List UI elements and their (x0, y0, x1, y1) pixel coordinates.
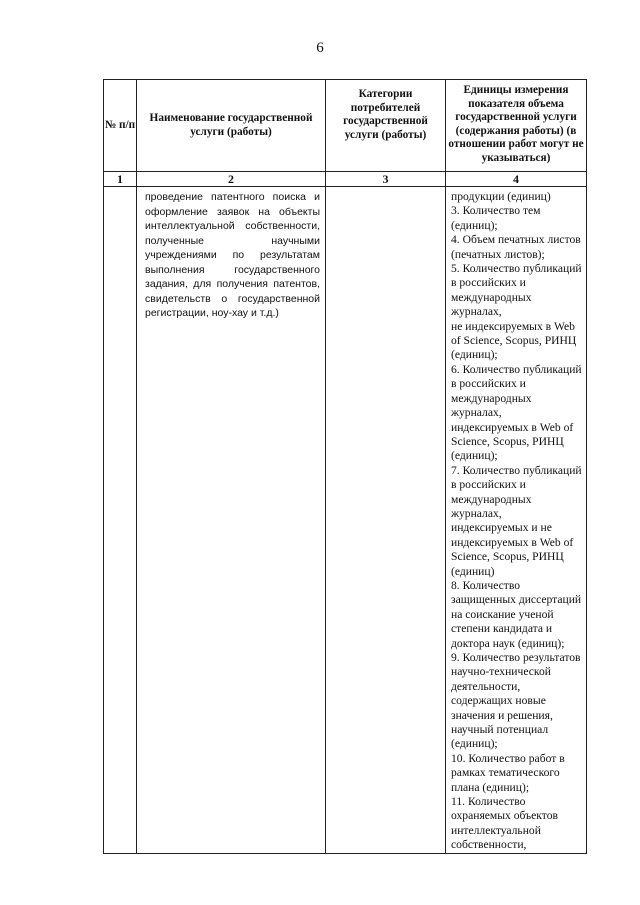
column-number: 3 (326, 172, 446, 187)
units-item: 10. Количество работ в рамках тематического плана (единиц); (451, 751, 565, 794)
row-service-name-cell (137, 187, 326, 854)
table-row (104, 187, 587, 854)
column-number-row (104, 172, 587, 187)
units-item: не индексируемых в Web of Science, Scopus, РИНЦ (единиц); (451, 319, 577, 362)
units-list (446, 187, 586, 853)
units-item: 7. Количество публикаций в российских и международных журналах, индексируемых и не индексируемых в Web of Science, Scopus, РИНЦ (единиц) (451, 463, 582, 578)
header-service-name: Наименование государственной услуги (работы) (137, 80, 326, 172)
units-item: продукции (единиц) (451, 190, 551, 203)
units-item: 11. Количество охраняемых объектов интеллектуальной собственности, (451, 795, 558, 852)
services-table (103, 79, 587, 854)
column-number: 1 (104, 172, 137, 187)
service-name-text: проведение патентного поиска и оформление заявок на объекты интеллектуальной собственности, полученные научными учреждениями по результатам выполнения государственного задания, для получения патентов, свидетельств о государственной регистрации, ноу-хау и т.д.) (145, 191, 320, 319)
row-units-cell (446, 187, 587, 854)
header-consumers: Категории потребителей государственной услуги (работы) (326, 80, 446, 172)
column-number: 4 (446, 172, 587, 187)
header-row (104, 80, 587, 172)
row-consumers-cell (326, 187, 446, 854)
units-item: 5. Количество публикаций в российских и международных журналах, (451, 262, 582, 319)
units-item: 3. Количество тем (единиц); (451, 204, 541, 232)
page-number: 6 (316, 40, 324, 56)
units-item: 9. Количество результатов научно-технической деятельности, содержащих новые значения и решения, научный потенциал (единиц); (451, 651, 581, 751)
units-item: 6. Количество публикаций в российских и международных журналах, индексируемых в Web of Science, Scopus, РИНЦ (единиц); (451, 362, 582, 463)
units-item: 8. Количество защищенных диссертаций на соискание ученой степени кандидата и доктора наук (единиц); (451, 578, 582, 650)
header-num: № п/п (104, 80, 137, 172)
units-item: 4. Объем печатных листов (печатных листов); (451, 233, 581, 261)
header-units: Единицы измерения показателя объема государственной услуги (содержания работы) (в отношении работ могут не указываться) (446, 80, 587, 172)
row-num-cell (104, 187, 137, 854)
column-number: 2 (137, 172, 326, 187)
